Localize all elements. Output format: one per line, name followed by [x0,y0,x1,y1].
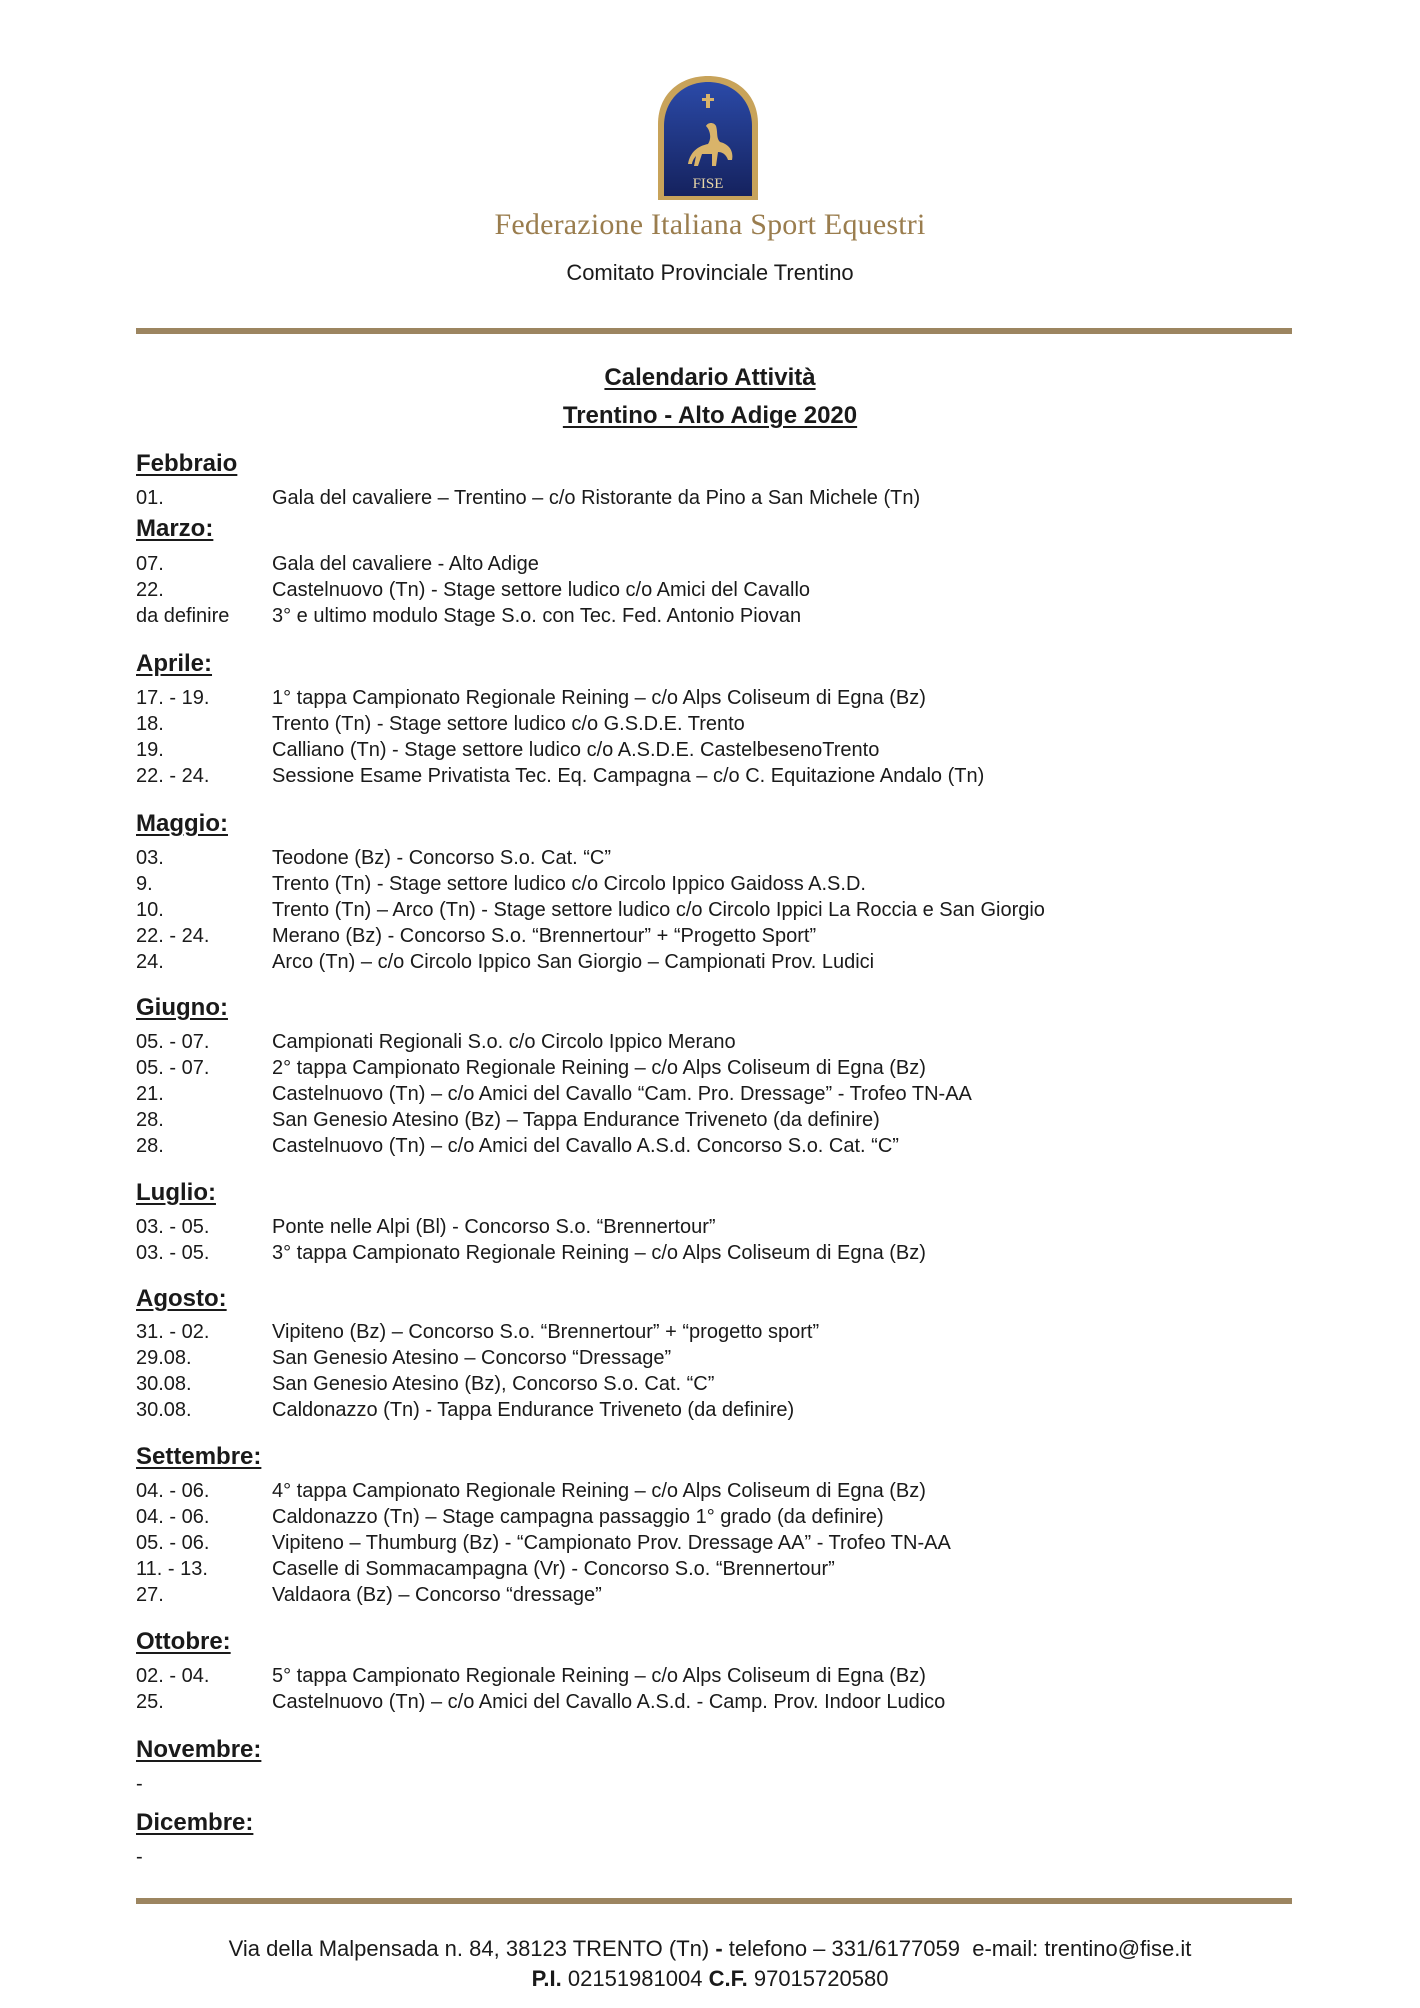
month-heading: Ottobre: [136,1628,231,1655]
month-heading: Giugno: [136,994,228,1021]
footer-tax-ids [0,1966,1420,1992]
event-text: Calliano (Tn) - Stage settore ludico c/o A.S.D.E. CastelbesenoTrento [272,739,880,761]
event-date: 21. [136,1083,164,1105]
event-date: 05. - 07. [136,1057,210,1079]
event-date: 28. [136,1109,164,1131]
logo-text: FISE [692,176,724,192]
event-text: Vipiteno – Thumburg (Bz) - “Campionato Prov. Dressage AA” - Trofeo TN-AA [272,1532,951,1554]
event-date: 25. [136,1691,164,1713]
event-date: 05. - 07. [136,1031,210,1053]
month-heading: Marzo: [136,515,214,542]
footer-email: e-mail: trentino@fise.it [972,1936,1192,1961]
event-text: San Genesio Atesino – Concorso “Dressage” [272,1347,672,1369]
month-heading: Maggio: [136,810,228,837]
event-date: 22. [136,579,164,601]
event-text: Teodone (Bz) - Concorso S.o. Cat. “C” [272,847,612,869]
event-text: Castelnuovo (Tn) – c/o Amici del Cavallo A.S.d. - Camp. Prov. Indoor Ludico [272,1691,946,1713]
cf-value: 97015720580 [753,1966,889,1991]
event-text: Sessione Esame Privatista Tec. Eq. Campagna – c/o C. Equitazione Andalo (Tn) [272,765,985,787]
event-date: 22. - 24. [136,765,210,787]
footer-divider [136,1898,1292,1904]
event-text: Caldonazzo (Tn) - Tappa Endurance Triveneto (da definire) [272,1399,795,1421]
event-date: 03. - 05. [136,1216,210,1238]
event-text: San Genesio Atesino (Bz) – Tappa Endurance Triveneto (da definire) [272,1109,880,1131]
event-text: Arco (Tn) – c/o Circolo Ippico San Giorgio – Campionati Prov. Ludici [272,951,875,973]
fise-logo [648,72,768,204]
event-text: Campionati Regionali S.o. c/o Circolo Ippico Merano [272,1031,736,1053]
event-text: Castelnuovo (Tn) – c/o Amici del Cavallo A.S.d. Concorso S.o. Cat. “C” [272,1135,899,1157]
event-date: 03. [136,847,164,869]
month-heading: Dicembre: [136,1809,254,1836]
event-text: Gala del cavaliere - Alto Adige [272,553,539,575]
event-text: 2° tappa Campionato Regionale Reining – c/o Alps Coliseum di Egna (Bz) [272,1057,926,1079]
month-heading: Agosto: [136,1285,227,1312]
pi-value: 02151981004 [567,1966,703,1991]
event-text: 3° e ultimo modulo Stage S.o. con Tec. Fed. Antonio Piovan [272,605,802,627]
event-date: 31. - 02. [136,1321,210,1343]
pi-label: P.I. [531,1966,562,1991]
event-date: 28. [136,1135,164,1157]
event-text: 5° tappa Campionato Regionale Reining – c/o Alps Coliseum di Egna (Bz) [272,1665,926,1687]
event-text: Valdaora (Bz) – Concorso “dressage” [272,1584,602,1606]
month-heading: Febbraio [136,450,238,477]
event-text: Vipiteno (Bz) – Concorso S.o. “Brennertour” + “progetto sport” [272,1321,820,1343]
event-date: 22. - 24. [136,925,210,947]
event-text: Castelnuovo (Tn) - Stage settore ludico c/o Amici del Cavallo [272,579,811,601]
event-date: 02. - 04. [136,1665,210,1687]
month-heading: Luglio: [136,1179,216,1206]
event-text: San Genesio Atesino (Bz), Concorso S.o. Cat. “C” [272,1373,715,1395]
event-date: 30.08. [136,1399,192,1421]
event-date: 07. [136,553,164,575]
event-text: Trento (Tn) - Stage settore ludico c/o G.S.D.E. Trento [272,713,745,735]
committee-name: Comitato Provinciale Trentino [566,260,854,285]
event-date: da definire [136,605,230,627]
event-date: 9. [136,873,153,895]
event-text: 3° tappa Campionato Regionale Reining – c/o Alps Coliseum di Egna (Bz) [272,1242,926,1264]
month-heading: Settembre: [136,1443,262,1470]
event-date: - [136,1846,143,1868]
footer-phone: telefono – 331/6177059 [728,1936,960,1961]
cf-label: C.F. [708,1966,748,1991]
event-date: 17. - 19. [136,687,210,709]
event-date: 11. - 13. [136,1558,208,1580]
document-title: Calendario Attività [604,364,816,391]
event-text: Trento (Tn) – Arco (Tn) - Stage settore ludico c/o Circolo Ippici La Roccia e San Giorgio [272,899,1045,921]
event-date: 27. [136,1584,164,1606]
event-date: 03. - 05. [136,1242,210,1264]
document-subtitle: Trentino - Alto Adige 2020 [562,402,858,429]
event-text: 1° tappa Campionato Regionale Reining – c/o Alps Coliseum di Egna (Bz) [272,687,926,709]
footer-address: Via della Malpensada n. 84, 38123 TRENTO (Tn) [228,1936,710,1961]
event-date: 04. - 06. [136,1506,210,1528]
month-heading: Novembre: [136,1736,262,1763]
fise-shield-icon [648,72,768,204]
event-text: Ponte nelle Alpi (Bl) - Concorso S.o. “Brennertour” [272,1216,716,1238]
event-text: Caldonazzo (Tn) – Stage campagna passaggio 1° grado (da definire) [272,1506,884,1528]
event-text: Castelnuovo (Tn) – c/o Amici del Cavallo “Cam. Pro. Dressage” - Trofeo TN-AA [272,1083,972,1105]
event-date: 18. [136,713,164,735]
event-date: - [136,1773,143,1795]
event-date: 24. [136,951,164,973]
federation-name: Federazione Italiana Sport Equestri [494,208,926,241]
month-heading: Aprile: [136,650,213,677]
event-text: Caselle di Sommacampagna (Vr) - Concorso S.o. “Brennertour” [272,1558,835,1580]
footer-separator: - [709,1936,729,1961]
header-divider [136,328,1292,334]
event-date: 30.08. [136,1373,192,1395]
event-date: 29.08. [136,1347,192,1369]
event-text: Merano (Bz) - Concorso S.o. “Brennertour” + “Progetto Sport” [272,925,817,947]
event-date: 10. [136,899,164,921]
event-text: 4° tappa Campionato Regionale Reining – c/o Alps Coliseum di Egna (Bz) [272,1480,926,1502]
event-date: 05. - 06. [136,1532,210,1554]
event-date: 19. [136,739,164,761]
event-text: Trento (Tn) - Stage settore ludico c/o Circolo Ippico Gaidoss A.S.D. [272,873,866,895]
event-date: 01. [136,487,164,509]
event-text: Gala del cavaliere – Trentino – c/o Ristorante da Pino a San Michele (Tn) [272,487,921,509]
event-date: 04. - 06. [136,1480,210,1502]
footer-contact [0,1936,1420,1962]
